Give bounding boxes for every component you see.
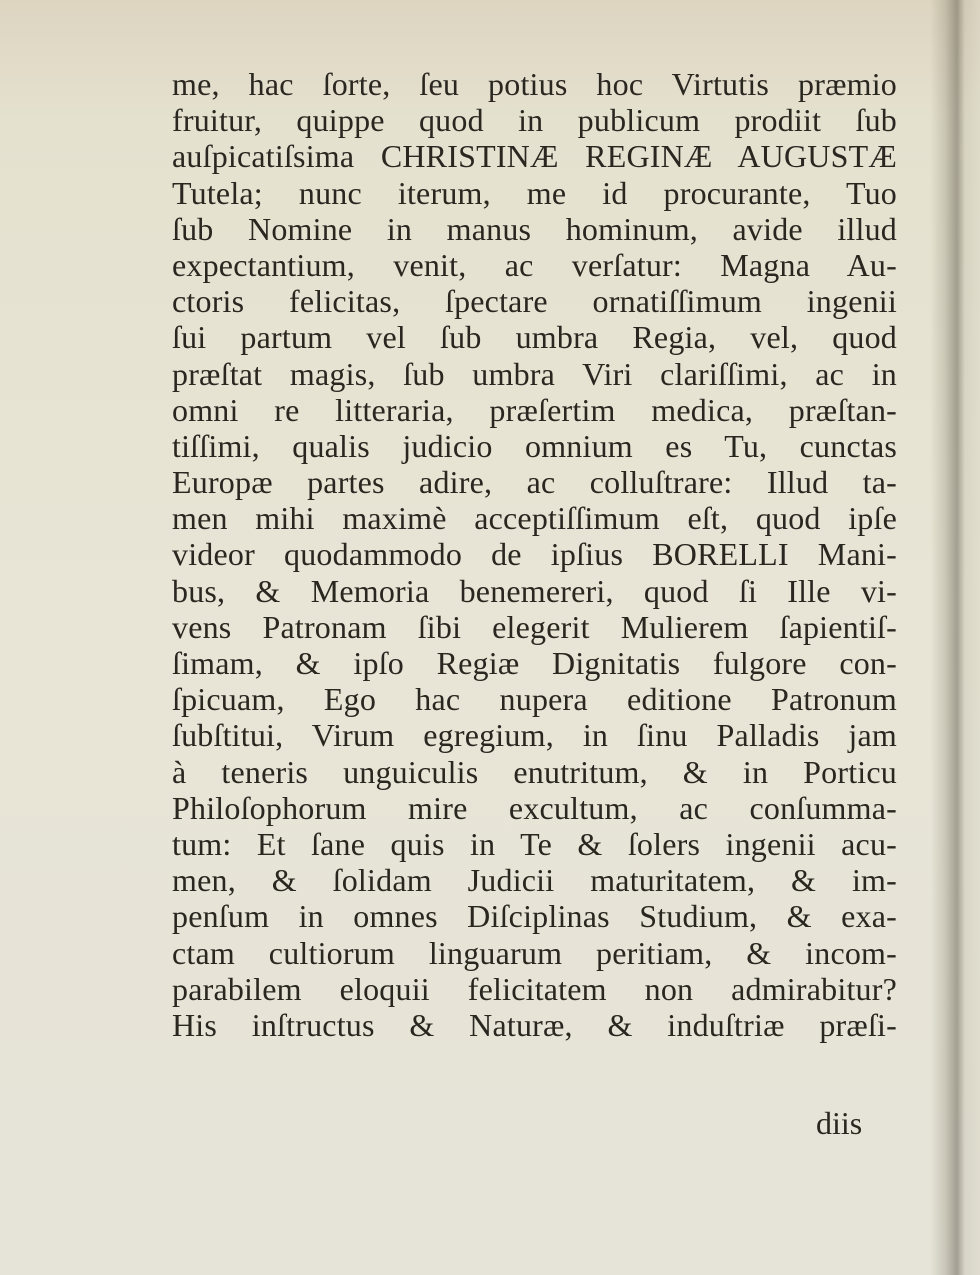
text-line: ſimam, & ipſo Regiæ Dignitatis fulgore con-	[172, 645, 897, 681]
text-line: omni re litteraria, præſertim medica, præſtan-	[172, 391, 897, 428]
text-line: men mihi maximè acceptiſſimum eſt, quod ipſe	[172, 500, 897, 537]
text-line: ſubſtitui, Virum egregium, in ſinu Palladis jam	[172, 717, 897, 754]
text-line: tum: Et ſane quis in Te & ſolers ingenii acu-	[172, 825, 897, 862]
text-line: Europæ partes adire, ac colluſtrare: Illud ta-	[172, 464, 897, 501]
text-line: penſum in omnes Diſciplinas Studium, & exa-	[172, 898, 897, 935]
text-line: auſpicatiſsima CHRISTINÆ REGINÆ AUGUSTÆ	[172, 138, 897, 175]
text-line: ſub Nomine in manus hominum, avide illud	[172, 210, 897, 247]
text-line: ctam cultiorum linguarum peritiam, & incom-	[172, 934, 897, 971]
text-line: vens Patronam ſibi elegerit Mulierem ſapientiſ-	[172, 608, 897, 645]
text-line: præſtat magis, ſub umbra Viri clariſſimi, ac in	[172, 355, 897, 392]
text-line: expectantium, venit, ac verſatur: Magna Au-	[172, 246, 897, 283]
text-line: bus, & Memoria benemereri, quod ſi Ille vi-	[172, 572, 897, 609]
text-line: fruitur, quippe quod in publicum prodiit ſub	[172, 102, 897, 139]
text-line: à teneris unguiculis enutritum, & in Porticu	[172, 753, 897, 790]
text-line: parabilem eloquii felicitatem non admirabitur?	[172, 970, 897, 1007]
body-text	[172, 66, 897, 1043]
catchword: diis	[816, 1105, 863, 1141]
text-line: me, hac ſorte, ſeu potius hoc Virtutis præmio	[172, 66, 897, 102]
text-line: ſpicuam, Ego hac nupera editione Patronum	[172, 681, 897, 718]
text-line: tiſſimi, qualis judicio omnium es Tu, cunctas	[172, 427, 897, 464]
text-line: videor quodammodo de ipſius BORELLI Mani-	[172, 536, 897, 573]
text-line: ctoris felicitas, ſpectare ornatiſſimum ingenii	[172, 283, 897, 320]
text-line: His inſtructus & Naturæ, & induſtriæ præſi-	[172, 1006, 897, 1043]
text-line: Philoſophorum mire excultum, ac conſumma-	[172, 789, 897, 826]
text-line: men, & ſolidam Judicii maturitatem, & im-	[172, 862, 897, 899]
text-line: ſui partum vel ſub umbra Regia, vel, quod	[172, 319, 897, 356]
text-line: Tutela; nunc iterum, me id procurante, Tuo	[172, 174, 897, 211]
